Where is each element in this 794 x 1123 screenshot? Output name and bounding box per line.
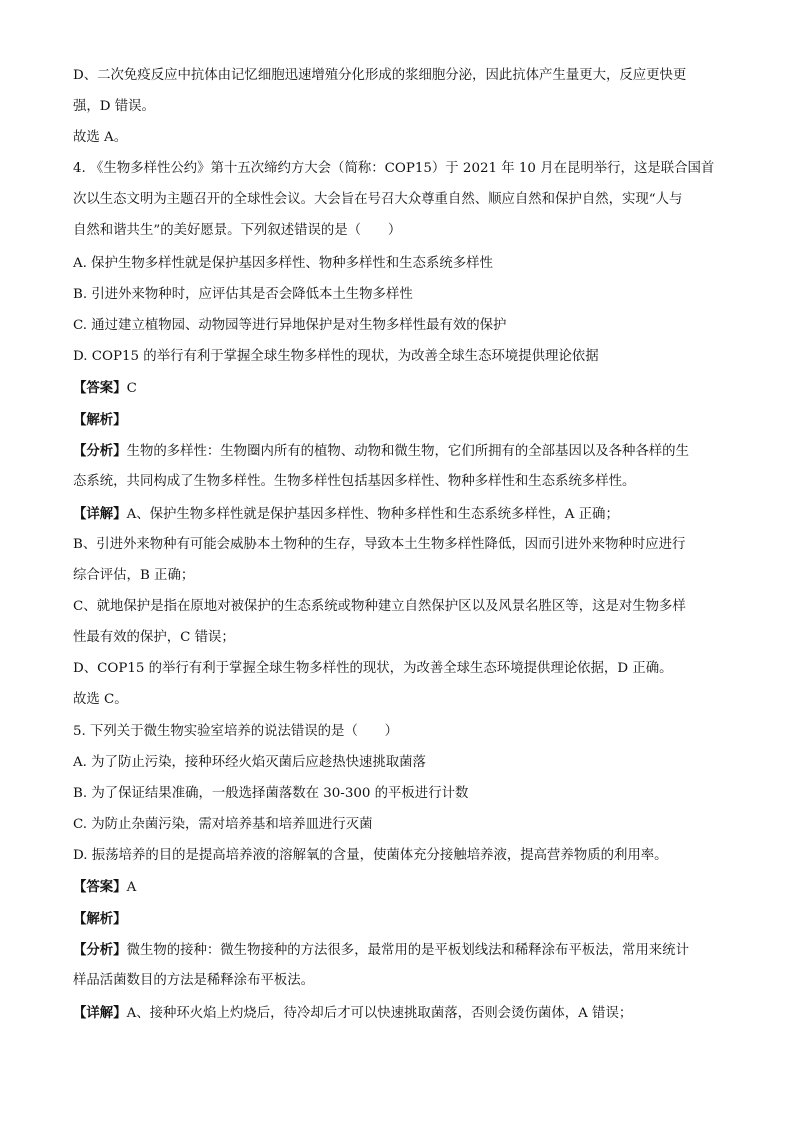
- question-4-stem: 次以生态文明为主题召开的全球性会议。大会旨在号召大众尊重自然、顺应自然和保护自然，实现“人与: [73, 192, 683, 207]
- question-4-stem: 自然和谐共生”的美好愿景。下列叙述错误的是（ ）: [73, 223, 402, 238]
- answer-tag: 【答案】: [73, 380, 127, 396]
- option-c: C. 为防止杂菌污染，需对培养基和培养皿进行灭菌: [73, 817, 373, 832]
- text-line: 态系统，共同构成了生物多样性。生物多样性包括基因多样性、物种多样性和生态系统多样性。: [73, 474, 636, 489]
- option-c: C. 通过建立植物园、动物园等进行异地保护是对生物多样性最有效的保护: [73, 318, 507, 333]
- xiangjie-tag: 【详解】: [73, 1005, 127, 1021]
- text-line: D、COP15 的举行有利于掌握全球生物多样性的现状，为改善全球生态环境提供理论依据，D 正确。: [73, 661, 673, 676]
- analysis-heading: [73, 412, 733, 429]
- text-line: 故选 C。: [73, 692, 128, 707]
- option-a: A. 保护生物多样性就是保护基因多样性、物种多样性和生态系统多样性: [73, 256, 493, 271]
- fenxi-line: 【分析】微生物的接种：微生物接种的方法很多，最常用的是平板划线法和稀释涂布平板法，常用来统计: [73, 942, 689, 958]
- text-line: 故选 A。: [73, 130, 128, 145]
- text-line: 性最有效的保护，C 错误；: [73, 630, 235, 645]
- option-b: B. 为了保证结果准确，一般选择菌落数在 30-300 的平板进行计数: [73, 786, 469, 801]
- text-line: 强，D 错误。: [73, 99, 155, 114]
- question-4-stem: 4. 《生物多样性公约》第十五次缔约方大会（简称：COP15）于 2021 年 10 月在昆明举行，这是联合国首: [73, 161, 715, 176]
- answer-line: [73, 879, 733, 896]
- fenxi-tag: 【分析】: [73, 942, 127, 958]
- option-b: B. 引进外来物种时，应评估其是否会降低本土生物多样性: [73, 287, 413, 302]
- option-d: D. COP15 的举行有利于掌握全球生物多样性的现状，为改善全球生态环境提供理论依据: [73, 349, 599, 364]
- fenxi-line: 【分析】生物的多样性：生物圈内所有的植物、动物和微生物，它们所拥有的全部基因以及各种各样的生: [73, 443, 689, 459]
- answer-value: A: [126, 880, 137, 895]
- analysis-tag: 【解析】: [73, 911, 127, 927]
- answer-line: [73, 380, 733, 397]
- xiangjie-line: 【详解】A、保护生物多样性就是保护基因多样性、物种多样性和生态系统多样性，A 正确；: [73, 506, 619, 522]
- answer-value: C: [126, 381, 137, 396]
- text-line: D、二次免疫反应中抗体由记忆细胞迅速增殖分化形成的浆细胞分泌，因此抗体产生量更大，反应更快更: [73, 68, 687, 83]
- text-line: 样品活菌数目的方法是稀释涂布平板法。: [73, 973, 315, 988]
- xiangjie-tag: 【详解】: [73, 506, 127, 522]
- question-5-stem: 5. 下列关于微生物实验室培养的说法错误的是（ ）: [73, 724, 399, 739]
- option-d: D. 振荡培养的目的是提高培养液的溶解氧的含量，使菌体充分接触培养液，提高营养物质的利用率。: [73, 848, 668, 863]
- analysis-heading: [73, 911, 733, 928]
- text-line: 综合评估，B 正确；: [73, 568, 195, 583]
- text-line: B、引进外来物种有可能会威胁本土物种的生存，导致本土生物多样性降低，因而引进外来物种时应进行: [73, 537, 686, 552]
- text-line: C、就地保护是指在原地对被保护的生态系统或物种建立自然保护区以及风景名胜区等，这是对生物多样: [73, 599, 686, 614]
- fenxi-tag: 【分析】: [73, 443, 127, 459]
- analysis-tag: 【解析】: [73, 412, 127, 428]
- xiangjie-line: 【详解】A、接种环火焰上灼烧后，待冷却后才可以快速挑取菌落，否则会烫伤菌体，A 错误；: [73, 1005, 633, 1021]
- option-a: A. 为了防止污染，接种环经火焰灭菌后应趁热快速挑取菌落: [73, 755, 426, 770]
- answer-tag: 【答案】: [73, 879, 127, 895]
